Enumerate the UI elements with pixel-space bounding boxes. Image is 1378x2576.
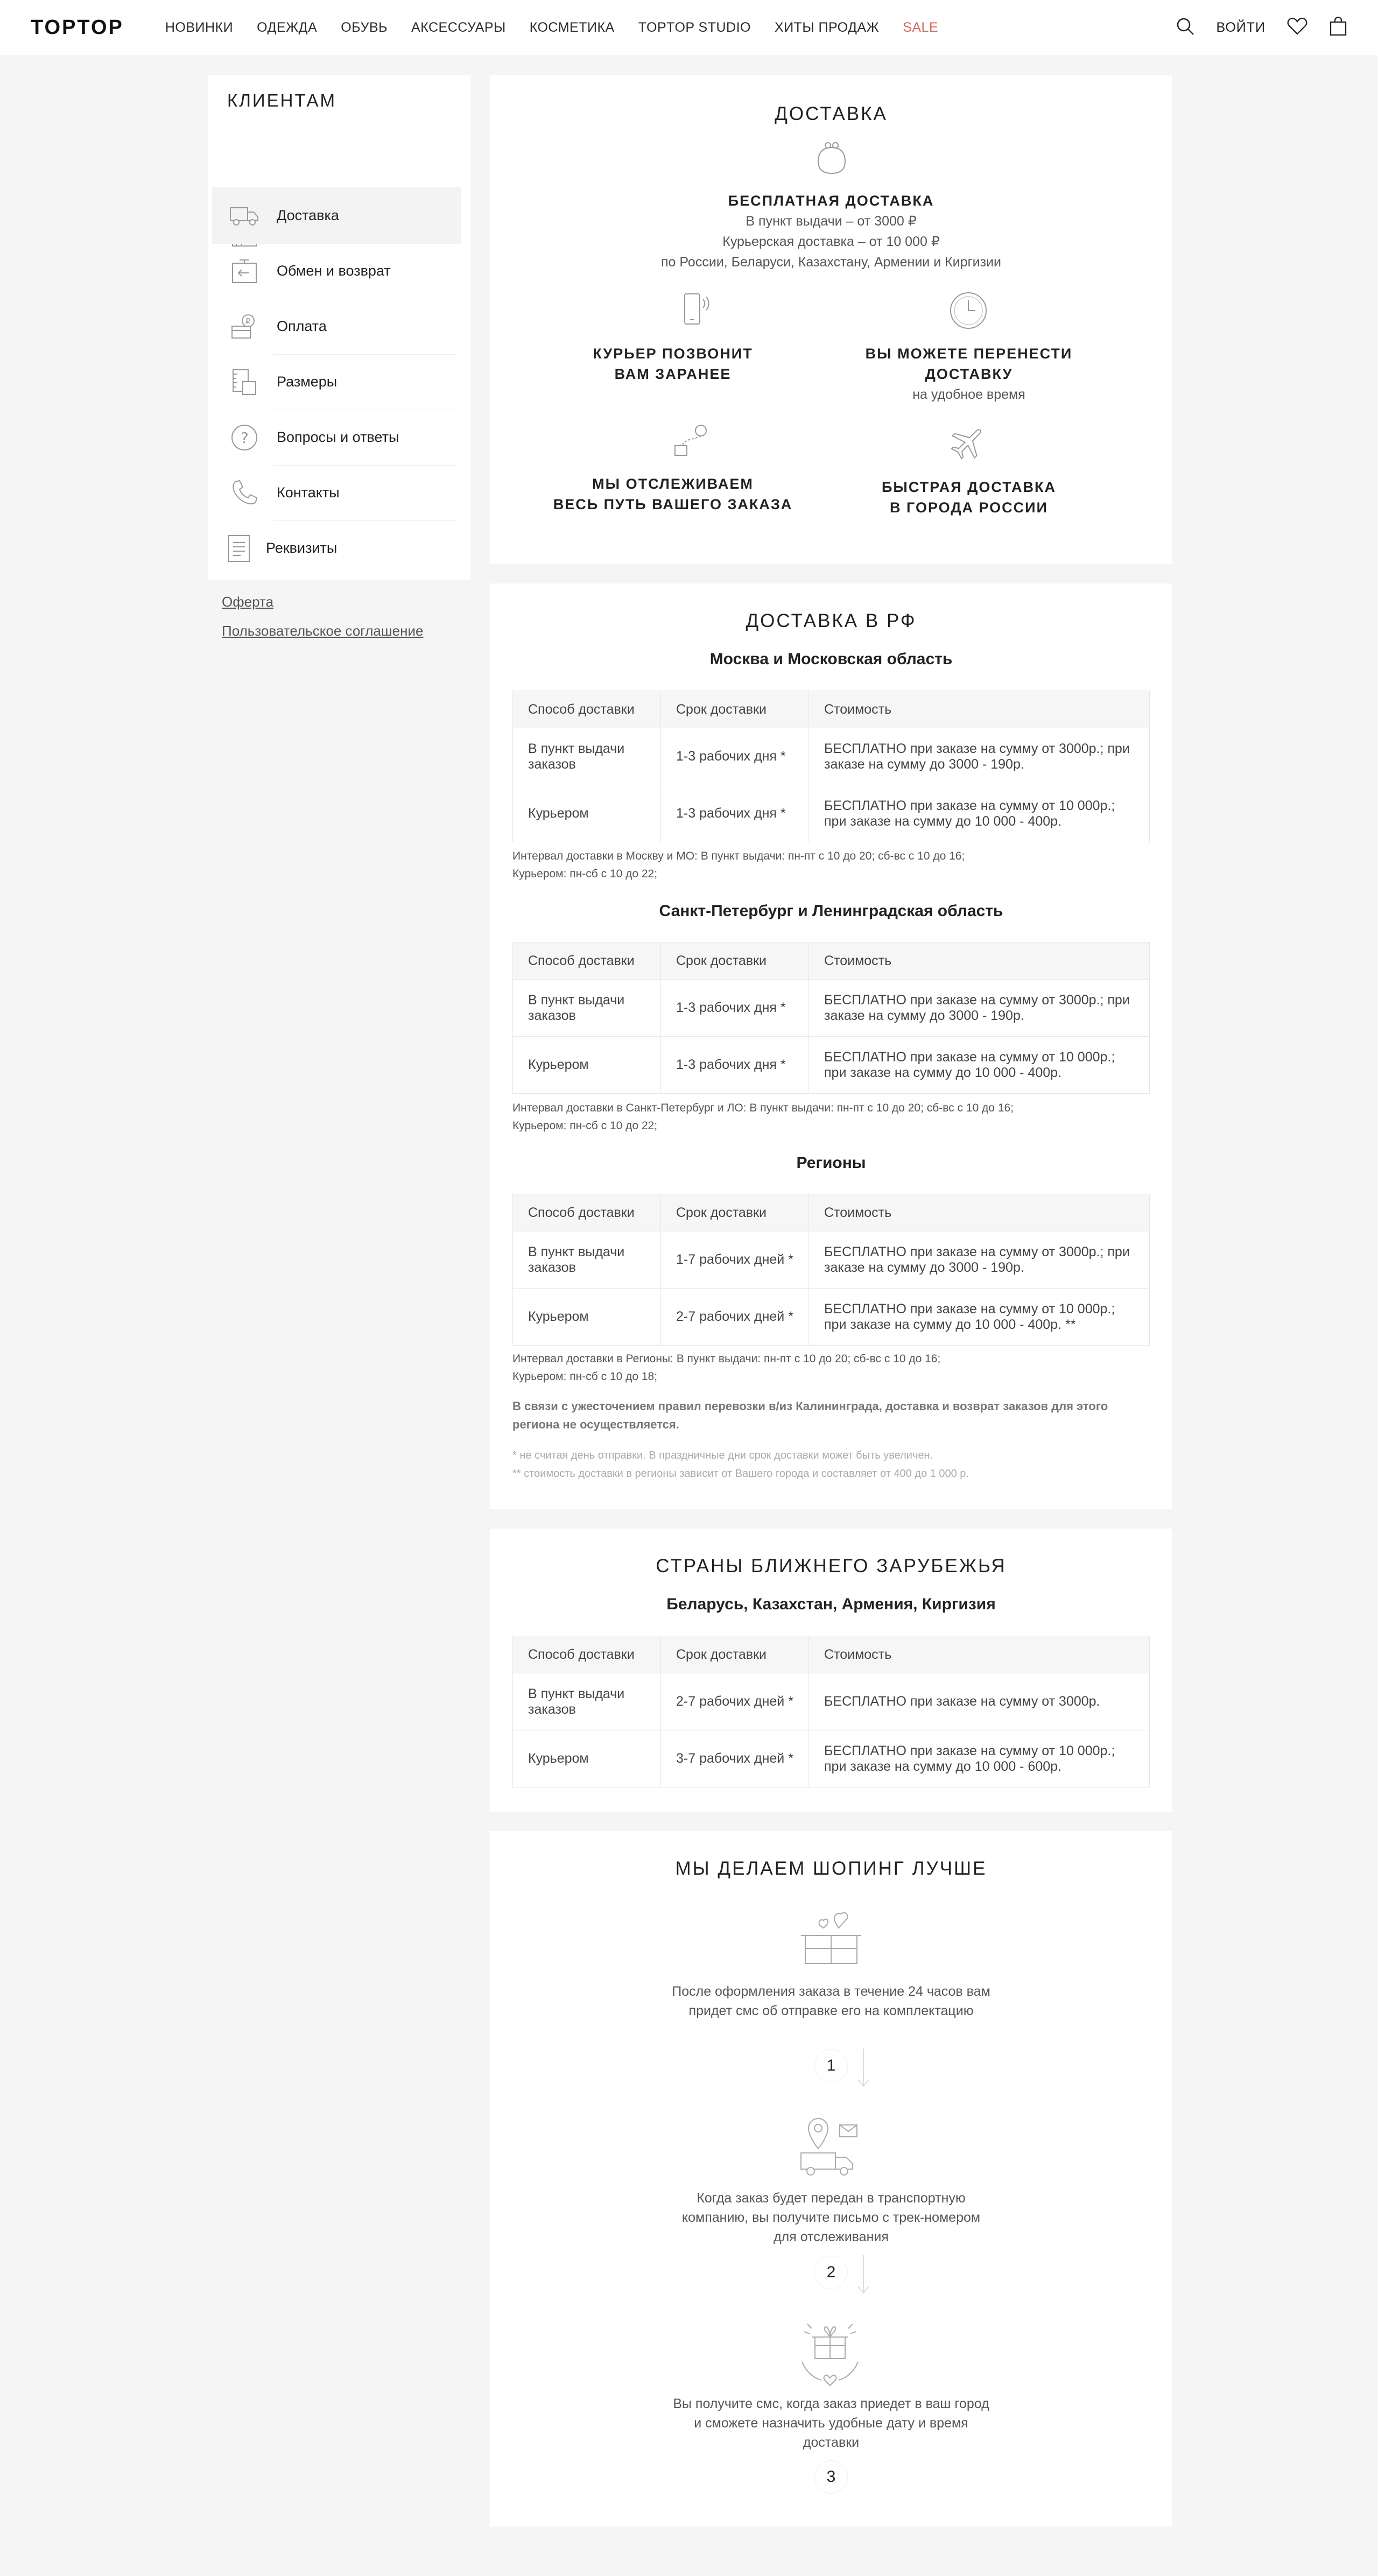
table-cell: БЕСПЛАТНО при заказе на сумму от 10 000р.; при заказе на сумму до 10 000 - 400р.	[809, 1037, 1150, 1094]
clock-icon	[948, 291, 988, 333]
shopping-steps-card	[490, 1831, 1172, 2526]
table-cell: В пункт выдачи заказов	[513, 728, 661, 785]
region-title: Регионы	[796, 1154, 866, 1172]
table-cell: БЕСПЛАТНО при заказе на сумму от 3000р.; при заказе на сумму до 3000 - 190р.	[809, 728, 1150, 785]
free-delivery-line: В пункт выдачи – от 3000 ₽	[746, 214, 917, 229]
feature-title: БЫСТРАЯ ДОСТАВКА	[881, 479, 1057, 495]
section-title: ДОСТАВКА В РФ	[746, 610, 917, 631]
airplane-icon	[948, 422, 988, 464]
top-header	[0, 0, 1378, 55]
arrow-down-icon	[857, 2255, 870, 2297]
main-nav	[165, 20, 962, 36]
nav-item-sale[interactable]: SALE	[903, 19, 939, 35]
feature-title: МЫ ОТСЛЕЖИВАЕМ	[592, 476, 754, 492]
table-header: Стоимость	[809, 691, 1150, 728]
delivery-card	[490, 75, 1172, 564]
nav-item-cosmetics[interactable]: КОСМЕТИКА	[529, 19, 615, 35]
sidebar-item-delivery[interactable]	[212, 187, 461, 244]
phone-icon	[228, 477, 261, 509]
table-cell: Курьером	[513, 1289, 661, 1346]
table-cell: 1-3 рабочих дня *	[661, 1037, 809, 1094]
route-icon	[671, 422, 714, 462]
nav-item-bestsellers[interactable]: ХИТЫ ПРОДАЖ	[775, 19, 880, 35]
sidebar-item-label: Размеры	[277, 374, 338, 390]
table-cell: В пункт выдачи заказов	[513, 980, 661, 1037]
table-cell: Курьером	[513, 1037, 661, 1094]
offer-link[interactable]: Оферта	[222, 594, 274, 610]
feature-title: ВЫ МОЖЕТЕ ПЕРЕНЕСТИ	[865, 346, 1073, 362]
table-cell: В пункт выдачи заказов	[513, 1231, 661, 1289]
arrow-down-icon	[857, 2049, 870, 2090]
section-title: СТРАНЫ БЛИЖНЕГО ЗАРУБЕЖЬЯ	[656, 1556, 1007, 1576]
abroad-delivery-card	[490, 1529, 1172, 1812]
gift-box-icon	[798, 1906, 864, 1968]
delivery-table	[512, 1636, 1150, 1787]
footnote: ** стоимость доставки в регионы зависит от Вашего города и составляет от 400 до 1 000 р.	[512, 1468, 969, 1480]
interval-note: Курьером: пн-сб с 10 до 22;	[512, 1120, 658, 1132]
delivery-tracking-icon	[797, 2114, 863, 2179]
interval-note: Интервал доставки в Регионы: В пункт выдачи: пн-пт с 10 до 20; сб-вс с 10 до 16;	[512, 1353, 941, 1365]
nav-item-studio[interactable]: TOPTOP STUDIO	[638, 19, 751, 35]
sidebar-title: КЛИЕНТАМ	[227, 90, 337, 110]
table-header: Способ доставки	[513, 942, 661, 980]
sidebar-item-label: Обмен и возврат	[277, 263, 391, 279]
region-title: Санкт-Петербург и Ленинградская область	[659, 902, 1003, 920]
step-text: Вы получите смс, когда заказ приедет в ваш город и сможете назначить удобные дату и время доставки	[673, 2396, 989, 2450]
table-cell: 1-7 рабочих дней *	[661, 1231, 809, 1289]
step-text: Когда заказ будет передан в транспортную компанию, вы получите письмо с трек-номером для отслеживания	[681, 2191, 981, 2244]
table-header: Стоимость	[809, 942, 1150, 980]
user-agreement-link[interactable]: Пользовательское соглашение	[222, 623, 424, 639]
table-header: Стоимость	[809, 1194, 1150, 1231]
table-cell: БЕСПЛАТНО при заказе на сумму от 10 000р.; при заказе на сумму до 10 000 - 400р. **	[809, 1289, 1150, 1346]
sidebar-item-exchange[interactable]	[212, 243, 461, 299]
sidebar-item-faq[interactable]	[212, 410, 461, 465]
delivery-table	[512, 942, 1150, 1094]
sidebar-item-requisites[interactable]	[212, 520, 461, 576]
countries-title: Беларусь, Казахстан, Армения, Киргизия	[666, 1595, 996, 1613]
nav-item-new[interactable]: НОВИНКИ	[165, 19, 234, 35]
section-title: ДОСТАВКА	[775, 103, 888, 124]
feature-title: ВЕСЬ ПУТЬ ВАШЕГО ЗАКАЗА	[553, 496, 793, 512]
region-title: Москва и Московская область	[709, 650, 953, 668]
table-cell: Курьером	[513, 785, 661, 842]
question-icon	[228, 421, 261, 454]
free-delivery-line: по России, Беларуси, Казахстану, Армении и Киргизии	[660, 255, 1002, 270]
bag-icon[interactable]	[1329, 17, 1347, 39]
delivery-table	[512, 1194, 1150, 1346]
table-cell: 1-3 рабочих дня *	[661, 728, 809, 785]
payment-icon	[228, 311, 261, 343]
table-cell: БЕСПЛАТНО при заказе на сумму от 3000р.; при заказе на сумму до 3000 - 190р.	[809, 1231, 1150, 1289]
sidebar-item-label: Вопросы и ответы	[277, 429, 399, 445]
sidebar-item-label: Доставка	[277, 207, 339, 223]
header-actions	[1176, 17, 1348, 39]
delivery-table	[512, 691, 1150, 842]
search-icon[interactable]	[1176, 17, 1195, 39]
section-title: МЫ ДЕЛАЕМ ШОПИНГ ЛУЧШЕ	[675, 1858, 987, 1879]
table-header: Срок доставки	[661, 1636, 809, 1673]
table-header: Стоимость	[809, 1636, 1150, 1673]
feature-subtitle: на удобное время	[912, 387, 1025, 402]
rf-delivery-card	[490, 583, 1172, 1509]
svg-text:₽: ₽	[245, 316, 251, 326]
document-icon	[223, 532, 255, 565]
table-cell: 1-3 рабочих дня *	[661, 980, 809, 1037]
logo[interactable]: TOPTOP	[31, 16, 124, 39]
step-number: 2	[815, 2256, 847, 2289]
table-cell: В пункт выдачи заказов	[513, 1673, 661, 1730]
table-cell: БЕСПЛАТНО при заказе на сумму от 10 000р.; при заказе на сумму до 10 000 - 600р.	[809, 1730, 1150, 1787]
table-header: Срок доставки	[661, 942, 809, 980]
purse-icon	[813, 140, 850, 179]
sidebar-item-label: Оплата	[277, 318, 327, 334]
step-number: 3	[815, 2461, 847, 2493]
table-cell: БЕСПЛАТНО при заказе на сумму от 3000р.; при заказе на сумму до 3000 - 190р.	[809, 980, 1150, 1037]
phone-call-icon	[675, 291, 713, 331]
nav-item-accessories[interactable]: АКСЕССУАРЫ	[411, 19, 506, 35]
kaliningrad-note: региона не осуществляется.	[512, 1418, 679, 1431]
table-cell: 2-7 рабочих дней *	[661, 1289, 809, 1346]
interval-note: Курьером: пн-сб с 10 до 18;	[512, 1370, 658, 1383]
free-delivery-line: Курьерская доставка – от 10 000 ₽	[722, 234, 940, 249]
gift-hands-icon	[797, 2319, 863, 2391]
sidebar-item-contacts[interactable]	[212, 465, 461, 520]
table-header: Срок доставки	[661, 1194, 809, 1231]
nav-item-clothes[interactable]: ОДЕЖДА	[257, 19, 318, 35]
feature-title: ДОСТАВКУ	[925, 366, 1013, 382]
table-cell: 3-7 рабочих дней *	[661, 1730, 809, 1787]
exchange-icon	[228, 255, 261, 287]
table-header: Способ доставки	[513, 1194, 661, 1231]
interval-note: Интервал доставки в Санкт-Петербург и ЛО: В пункт выдачи: пн-пт с 10 до 20; сб-вс с 10 до 16;	[512, 1102, 1014, 1114]
interval-note: Интервал доставки в Москву и МО: В пункт выдачи: пн-пт с 10 до 20; сб-вс с 10 до 16;	[512, 850, 965, 862]
feature-title: В ГОРОДА РОССИИ	[890, 499, 1048, 516]
kaliningrad-note: В связи с ужесточением правил перевозки в/из Калининграда, доставка и возврат заказов для этого	[512, 1399, 1108, 1413]
table-cell: БЕСПЛАТНО при заказе на сумму от 3000р.	[809, 1673, 1150, 1730]
sizes-icon	[228, 366, 261, 398]
truck-icon	[228, 200, 261, 232]
table-cell: 2-7 рабочих дней *	[661, 1673, 809, 1730]
sidebar-item-payment[interactable]	[212, 299, 461, 354]
login-button[interactable]: ВОЙТИ	[1216, 19, 1265, 35]
feature-title: ВАМ ЗАРАНЕЕ	[614, 366, 732, 382]
feature-title: КУРЬЕР ПОЗВОНИТ	[593, 346, 753, 362]
table-cell: 1-3 рабочих дня *	[661, 785, 809, 842]
interval-note: Курьером: пн-сб с 10 до 22;	[512, 868, 658, 880]
sidebar-item-label: Контакты	[277, 484, 340, 501]
sidebar-item-label: Реквизиты	[266, 540, 338, 556]
footnote: * не считая день отправки. В праздничные дни срок доставки может быть увеличен.	[512, 1449, 933, 1461]
table-header: Способ доставки	[513, 691, 661, 728]
table-header: Способ доставки	[513, 1636, 661, 1673]
svg-text:?: ?	[241, 428, 249, 447]
free-delivery-title: БЕСПЛАТНАЯ ДОСТАВКА	[728, 193, 934, 209]
clients-sidebar	[208, 75, 470, 580]
sidebar-item-sizes[interactable]	[212, 354, 461, 410]
step-text: После оформления заказа в течение 24 часов вам придет смс об отправке его на комплектацию	[672, 1984, 990, 2018]
table-cell: БЕСПЛАТНО при заказе на сумму от 10 000р.; при заказе на сумму до 10 000 - 400р.	[809, 785, 1150, 842]
heart-icon[interactable]	[1287, 17, 1307, 38]
step-number: 1	[815, 2050, 847, 2082]
table-header: Срок доставки	[661, 691, 809, 728]
nav-item-shoes[interactable]: ОБУВЬ	[341, 19, 388, 35]
table-cell: Курьером	[513, 1730, 661, 1787]
